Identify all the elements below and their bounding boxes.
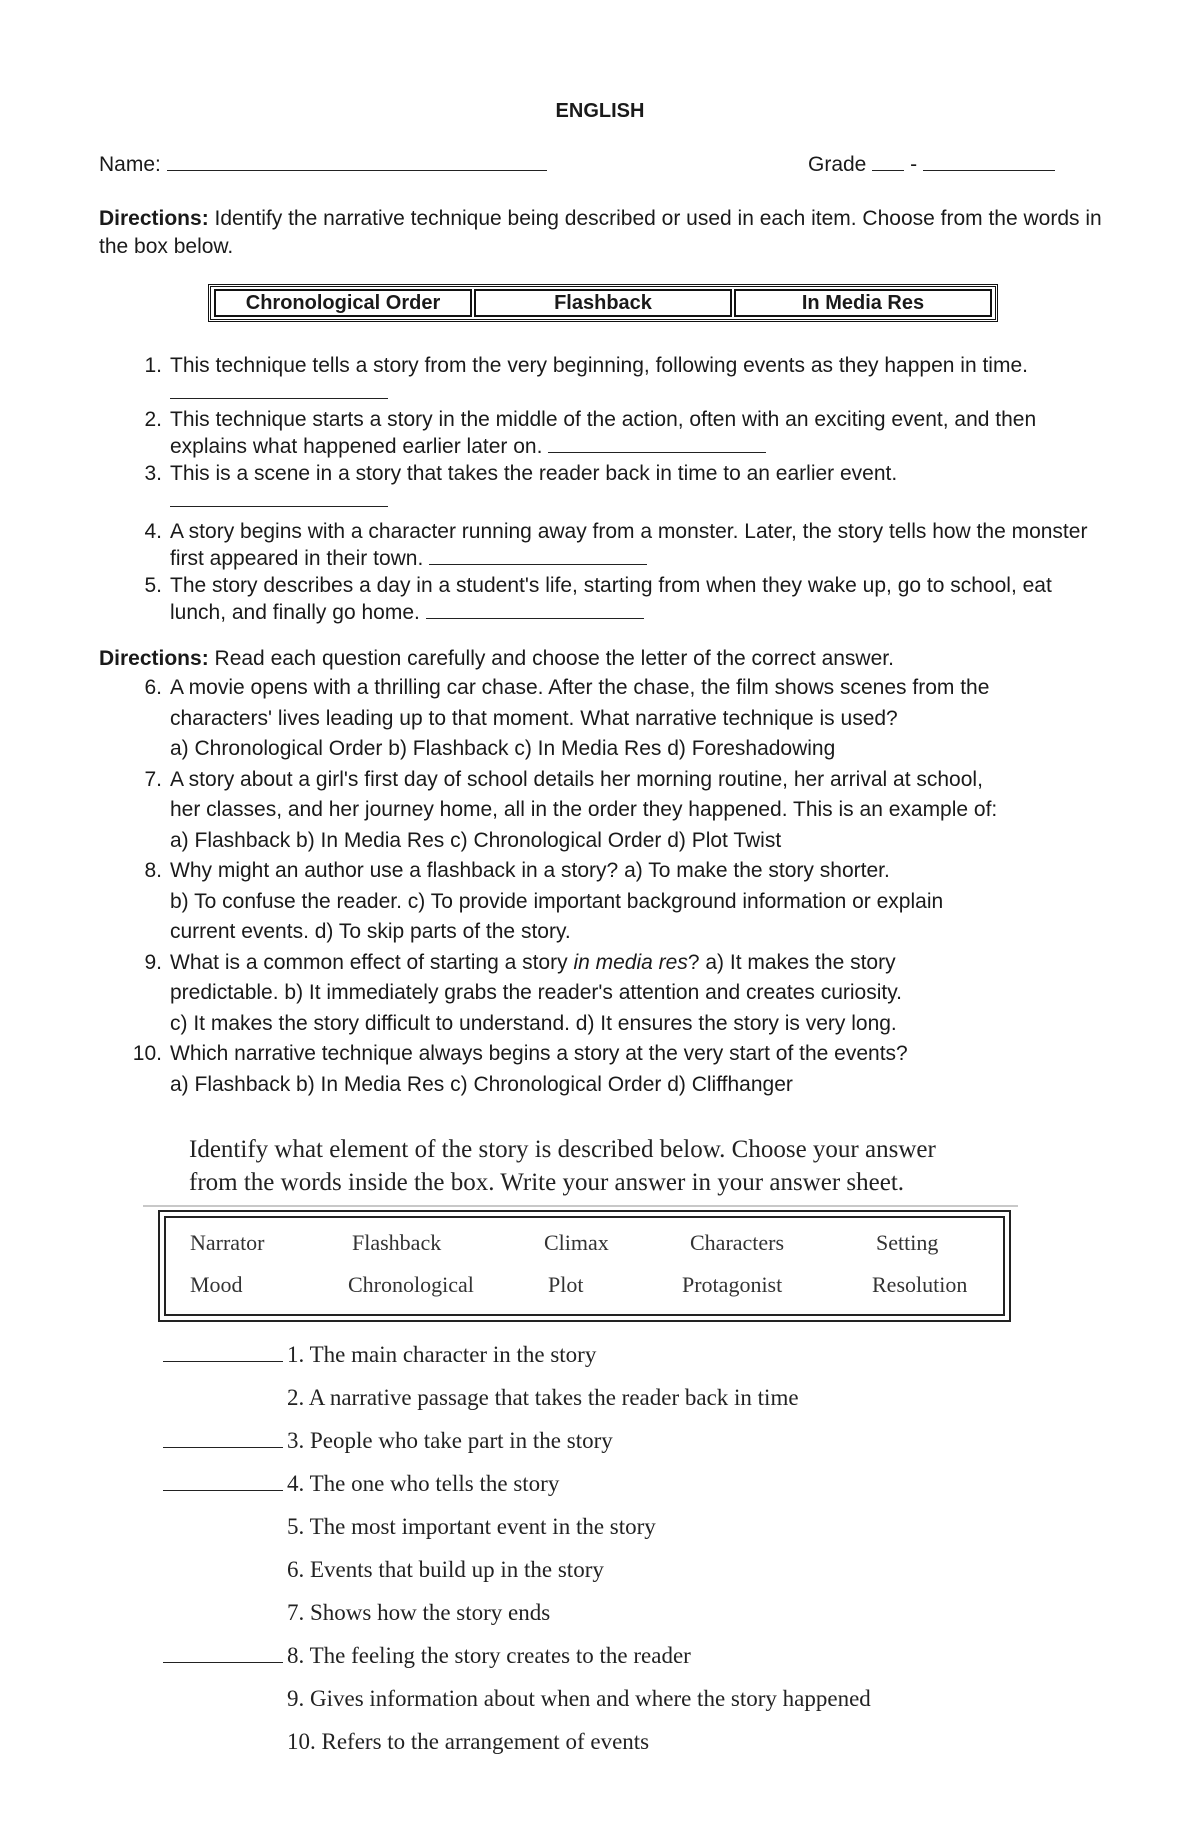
- list-item: 7. A story about a girl's first day of school details her morning routine, her arrival at school, her classes, and her journey home, all in the order they happened. This is an example of: a) Flashback b) In Media Res c) Chronological Order d) Plot Twist: [144, 767, 998, 852]
- grade-field[interactable]: [872, 152, 904, 171]
- word-resolution: Resolution: [872, 1272, 968, 1297]
- item-text: A story begins with a character running away from a monster. Later, the story tells how the monster first appeared in their town.: [170, 520, 1088, 570]
- section2-directions: [99, 645, 1109, 673]
- word-setting: Setting: [876, 1230, 939, 1255]
- name-row: [99, 152, 547, 177]
- answer-blank[interactable]: [163, 1644, 283, 1663]
- directions-label: Directions:: [99, 207, 209, 230]
- word-climax: Climax: [544, 1230, 609, 1255]
- directions-text: Read each question carefully and choose the letter of the correct answer.: [214, 647, 894, 670]
- directions-label: Directions:: [99, 647, 209, 670]
- item-text: This technique tells a story from the very beginning, following events as they happen in time.: [170, 354, 1028, 377]
- word-plot: Plot: [548, 1272, 584, 1297]
- answer-blank[interactable]: [163, 1343, 283, 1362]
- section2-items: [130, 673, 1110, 1100]
- answer-blank[interactable]: [170, 488, 388, 507]
- answer-blank[interactable]: [163, 1429, 283, 1448]
- divider: [143, 1205, 1018, 1207]
- word-bank-inner: [164, 1216, 1005, 1316]
- name-label: Name:: [99, 153, 161, 176]
- word-narrator: Narrator: [190, 1230, 265, 1255]
- grade-label: Grade: [808, 153, 867, 176]
- match-item: 1. The main character in the story: [163, 1342, 1063, 1368]
- choice-in-media-res: In Media Res: [734, 289, 992, 317]
- list-item: 6. A movie opens with a thrilling car chase. After the chase, the film shows scenes from the characters' lives leading up to that moment. What narrative technique is used? a) Chronological Order b) Flashback c) In Media Res d) Foreshadowing: [144, 676, 990, 760]
- word-bank-box: [158, 1210, 1011, 1322]
- list-item: 10. Which narrative technique always begins a story at the very start of the events? a) Flashback b) In Media Res c) Chronological Order d) Cliffhanger: [132, 1042, 908, 1096]
- list-item: 5. The story describes a day in a student's life, starting from when they wake up, go to school, eat lunch, and finally go home.: [144, 574, 1052, 624]
- match-item: 8. The feeling the story creates to the reader: [163, 1643, 1063, 1669]
- word-protagonist: Protagonist: [682, 1272, 783, 1297]
- list-item: 8. Why might an author use a flashback in a story? a) To make the story shorter. b) To confuse the reader. c) To provide important background information or explain current events. d) To skip parts of the story.: [144, 859, 944, 943]
- section1-directions: [99, 205, 1109, 261]
- name-field[interactable]: [167, 152, 547, 171]
- match-item: 3. People who take part in the story: [163, 1428, 1063, 1454]
- answer-blank[interactable]: [170, 380, 388, 399]
- list-item: 1. This technique tells a story from the very beginning, following events as they happen in time.: [130, 352, 1110, 406]
- item-text: The story describes a day in a student's life, starting from when they wake up, go to school, eat lunch, and finally go home.: [170, 574, 1052, 624]
- section3-instructions: Identify what element of the story is described below. Choose your answer from the words inside the box. Write your answer in your answer sheet.: [189, 1136, 936, 1196]
- answer-blank[interactable]: [548, 434, 766, 453]
- section-field[interactable]: [923, 152, 1055, 171]
- item-text: This technique starts a story in the middle of the action, often with an exciting event, and then explains what happened earlier later on.: [170, 408, 1037, 458]
- choice-chronological-order: Chronological Order: [214, 289, 472, 317]
- grade-row: [808, 152, 1055, 177]
- word-characters: Characters: [690, 1230, 785, 1255]
- grade-separator: -: [910, 153, 918, 176]
- list-item: 9. What is a common effect of starting a story in media res? a) It makes the story predictable. b) It immediately grabs the reader's attention and creates curiosity. c) It makes the story difficult to understand. d) It ensures the story is very long.: [144, 950, 902, 1035]
- list-item: 3. This is a scene in a story that takes the reader back in time to an earlier event.: [130, 460, 1110, 514]
- worksheet-page: ENGLISH Name: Grade - Directions: Identify the narrative technique being described or used in each item. Choose from the words in the box below. Chronological Order Flashback In Media Res 1. This technique tells a story from the very beginning, following events as they happen in time. 2. This technique starts a story in the middle of the action, often with an exciting event, and then explains what happened earlier later on. 3. This is a scene in a story that takes the reader back in time to an earlier event. 4. A story begins with a character running away from a monster. Later, the story tells how the monster first appeared in their town. 5. The story describes a day in a student's life, starting from when they wake up, go to school, eat lunch, and finally go home. Directions: Read each question carefully and choose the letter of the correct answer. 6. A movie opens with a thrilling car chase. After the chase, the film shows scenes from the characters' lives leading up to that moment. What narrative technique is used? a) Chronological Order b) Flashback c) In Media Res d) Foreshadowing 7. A story about a girl's first day of school details her morning routine, her arrival at school, her classes, and her journey home, all in the order they happened. This is an example of: a) Flashback b) In Media Res c) Chronological Order d) Plot Twist 8. Why might an author use a flashback in a story? a) To make the story shorter. b) To confuse the reader. c) To provide important background information or explain current events. d) To skip parts of the story. 9. What is a common effect of starting a story in media res? a) It makes the story predictable. b) It immediately grabs the reader's attention and creates curiosity. c) It makes the story difficult to understand. d) It ensures the story is very long. 10. Which narrative technique always begins a story at the very start of the events? a) Flashback b) In Media Res c) Chronological Order d) Cliffhanger Identify what element of the story is described below. Choose your answer from the words inside the box. Write your answer in your answer sheet. Narrator Flashback Climax Characters Setting Mood Chronological Plot Protagonist Resolution 1. The main character in the story 2. A narrative passage that takes the reader back in time 3. People who take part in the story 4. The one who tells the story 5. The most important event in the story 6. Events that build up in the story 7. Shows how the story ends 8. The feeling the story creates to the reader 9. Gives information about when and where the story happened 10. Refers to the arrangement of events: [0, 0, 1200, 1835]
- item-text: This is a scene in a story that takes the reader back in time to an earlier event.: [170, 462, 898, 485]
- match-item: 4. The one who tells the story: [163, 1471, 1063, 1497]
- section1-items: [130, 352, 1110, 626]
- choice-box: [208, 284, 998, 322]
- word-flashback: Flashback: [352, 1230, 442, 1255]
- word-mood: Mood: [190, 1272, 243, 1297]
- answer-blank[interactable]: [429, 546, 647, 565]
- choice-flashback: Flashback: [474, 289, 732, 317]
- word-chronological: Chronological: [348, 1272, 474, 1297]
- list-item: 4. A story begins with a character running away from a monster. Later, the story tells how the monster first appeared in their town.: [144, 520, 1088, 570]
- list-item: 2. This technique starts a story in the middle of the action, often with an exciting event, and then explains what happened earlier later on.: [144, 408, 1037, 458]
- answer-blank[interactable]: [163, 1472, 283, 1491]
- answer-blank[interactable]: [426, 600, 644, 619]
- directions-text: Identify the narrative technique being described or used in each item. Choose from the words in the box below.: [99, 207, 1102, 258]
- subject-title: ENGLISH: [555, 100, 645, 122]
